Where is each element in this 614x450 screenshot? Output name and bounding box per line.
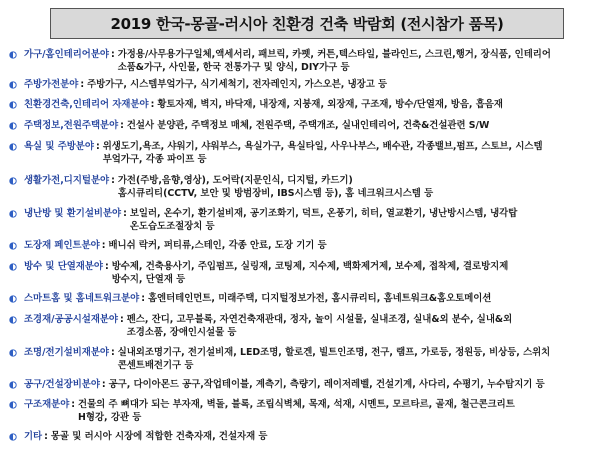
item-description [112, 261, 509, 286]
category-label: 공구/건설장비분야 [24, 379, 100, 390]
half-filled-circle-icon [8, 210, 18, 218]
description-line: 온도습도조절장치 등 [129, 220, 215, 232]
item-description [118, 347, 551, 372]
description-line: 가전(주방,음향,영상), 도어락(지문인식, 디지털, 카드기) [117, 175, 353, 186]
item-description [127, 314, 512, 339]
colon-separator: : [71, 399, 76, 410]
half-filled-circle-icon [8, 51, 18, 59]
description-line: H형강, 강관 등 [78, 411, 142, 423]
description-line: 위생도기,욕조, 샤워기, 샤워부스, 욕실가구, 욕실타일, 사우나부스, 배수관, 각종밸브,펌프, 스토브, 시스템 [102, 141, 543, 152]
item-description [127, 120, 489, 133]
description-line: 홈엔터테인먼트, 미래주택, 디지털정보가전, 홈시큐리티, 홈네트워크&홈오토메이션 [147, 293, 492, 304]
list-item [8, 431, 267, 444]
item-description [108, 240, 326, 253]
list-item [8, 141, 543, 166]
list-item [8, 293, 491, 306]
list-item [8, 347, 550, 372]
list-item [8, 208, 517, 233]
list-item [8, 314, 512, 339]
half-filled-circle-icon [8, 381, 18, 389]
description-line: 배니쉬 락커, 퍼티류,스테인, 각종 안료, 도장 기기 등 [108, 240, 327, 251]
category-label: 스마트홈 및 홈네트워크분야 [24, 293, 140, 304]
category-label: 기타 [24, 431, 43, 442]
half-filled-circle-icon [8, 401, 18, 409]
category-label: 구조재분야 [24, 399, 70, 410]
description-line: 가정용/사무용가구일체,액세서리, 패브릭, 카펫, 커튼,텍스타일, 블라인드, 스크린,행거, 장식품, 인테리어 [117, 49, 551, 60]
half-filled-circle-icon [8, 349, 18, 357]
colon-separator: : [80, 79, 85, 90]
description-line: 건설사 분양관, 주택정보 매체, 전원주택, 주택개조, 실내인테리어, 건축&건설관련 S/W [126, 120, 490, 131]
item-description [130, 208, 517, 233]
description-line: 방수제, 건축용사기, 주입펌프, 실링재, 코팅제, 지수제, 백화제거제, 보수제, 접착제, 결로방지제 [111, 261, 509, 272]
list-item [8, 175, 433, 200]
list-item [8, 99, 503, 112]
item-description [87, 79, 387, 92]
list-item [8, 49, 551, 74]
item-description [109, 379, 545, 392]
description-line: 몽골 및 러시아 시장에 적합한 건축자재, 건설자재 등 [50, 431, 268, 442]
title-box [50, 8, 564, 39]
item-description [157, 99, 503, 112]
category-label: 조명/전기설비재분야 [24, 347, 109, 358]
category-label: 방수 및 단열재분야 [24, 261, 103, 272]
list-item [8, 79, 387, 92]
item-description [51, 431, 268, 444]
colon-separator: : [141, 293, 145, 304]
description-line: 공구, 다이아몬드 공구,작업테이블, 계측기, 측량기, 레이저레벨, 건설기계, 사다리, 수평기, 누수탐지기 등 [108, 379, 545, 390]
category-label: 냉난방 및 환기설비분야 [24, 208, 122, 219]
colon-separator: : [123, 208, 127, 219]
description-line: 보일러, 온수기, 환기설비재, 공기조화기, 덕트, 온풍기, 히터, 열교환기, 냉난방시스템, 냉각탑 [129, 208, 518, 219]
list-item [8, 399, 515, 424]
description-line: 펜스, 잔디, 고무블록, 자연건축재관대, 정자, 놀이 시설물, 실내조경, 실내&외 분수, 실내&외 [126, 314, 513, 325]
colon-separator: : [44, 431, 48, 442]
colon-separator: : [101, 379, 106, 390]
category-label: 생활가전,디지털분야 [24, 175, 110, 186]
half-filled-circle-icon [8, 263, 18, 271]
category-label: 도장재 페인트분야 [24, 240, 100, 251]
colon-separator: : [104, 261, 109, 272]
description-line: 건물의 주 뼈대가 되는 부자재, 벽돌, 블록, 조립식벽체, 목재, 석재, 시멘트, 모르타르, 골재, 철근콘크리트 [78, 399, 515, 410]
half-filled-circle-icon [8, 177, 18, 185]
half-filled-circle-icon [8, 295, 18, 303]
colon-separator: : [120, 120, 124, 131]
half-filled-circle-icon [8, 101, 18, 109]
category-label: 가구/홈인테리어분야 [24, 49, 109, 60]
description-line: 소품&가구, 사인물, 한국 전통가구 및 양식, DIY가구 등 [117, 61, 350, 73]
category-label: 주방가전분야 [24, 79, 79, 90]
description-line: 콘센트배전기구 등 [117, 359, 194, 371]
half-filled-circle-icon [8, 316, 18, 324]
item-description [103, 141, 543, 166]
description-line: 황토자재, 벽지, 바닥재, 내장재, 지붕재, 외장재, 구조재, 방수/단열재, 방음, 흡음재 [157, 99, 503, 110]
colon-separator: : [110, 347, 115, 358]
category-label: 친환경건축,인테리어 자재분야 [24, 99, 149, 110]
half-filled-circle-icon [8, 242, 18, 250]
category-label: 조경재/공공시설재분야 [24, 314, 118, 325]
description-line: 조경소품, 장애인시설물 등 [126, 326, 237, 338]
half-filled-circle-icon [8, 143, 18, 151]
item-description [118, 175, 433, 200]
description-line: 주방가구, 시스템부엌가구, 식기세척기, 전자레인지, 가스오븐, 냉장고 등 [87, 79, 388, 90]
colon-separator: : [110, 49, 115, 60]
half-filled-circle-icon [8, 433, 18, 441]
colon-separator: : [120, 314, 124, 325]
colon-separator: : [95, 141, 100, 152]
item-description [118, 49, 551, 74]
description-line: 홈시큐리티(CCTV, 보안 및 방범장비, IBS시스템 등), 홈 네크워크시스템 등 [117, 187, 434, 199]
category-label: 욕실 및 주방분야 [24, 141, 94, 152]
colon-separator: : [150, 99, 155, 110]
colon-separator: : [101, 240, 106, 251]
category-label: 주택정보,전원주택분야 [24, 120, 119, 131]
list-item [8, 379, 545, 392]
half-filled-circle-icon [8, 122, 18, 130]
colon-separator: : [111, 175, 115, 186]
list-item [8, 261, 508, 286]
page-title: 2019 한국-몽골-러시아 친환경 건축 박람회 (전시참가 품목) [110, 15, 504, 33]
list-item [8, 120, 489, 133]
item-description [78, 399, 515, 424]
half-filled-circle-icon [8, 81, 18, 89]
item-description [148, 293, 491, 306]
description-line: 방수지, 단열재 등 [111, 273, 186, 285]
description-line: 부엌가구, 각종 파이프 등 [102, 153, 207, 165]
list-item [8, 240, 327, 253]
description-line: 실내외조명기구, 전기설비재, LED조명, 할로겐, 빌트인조명, 전구, 램프, 가로등, 정원등, 비상등, 스위치 [117, 347, 551, 358]
